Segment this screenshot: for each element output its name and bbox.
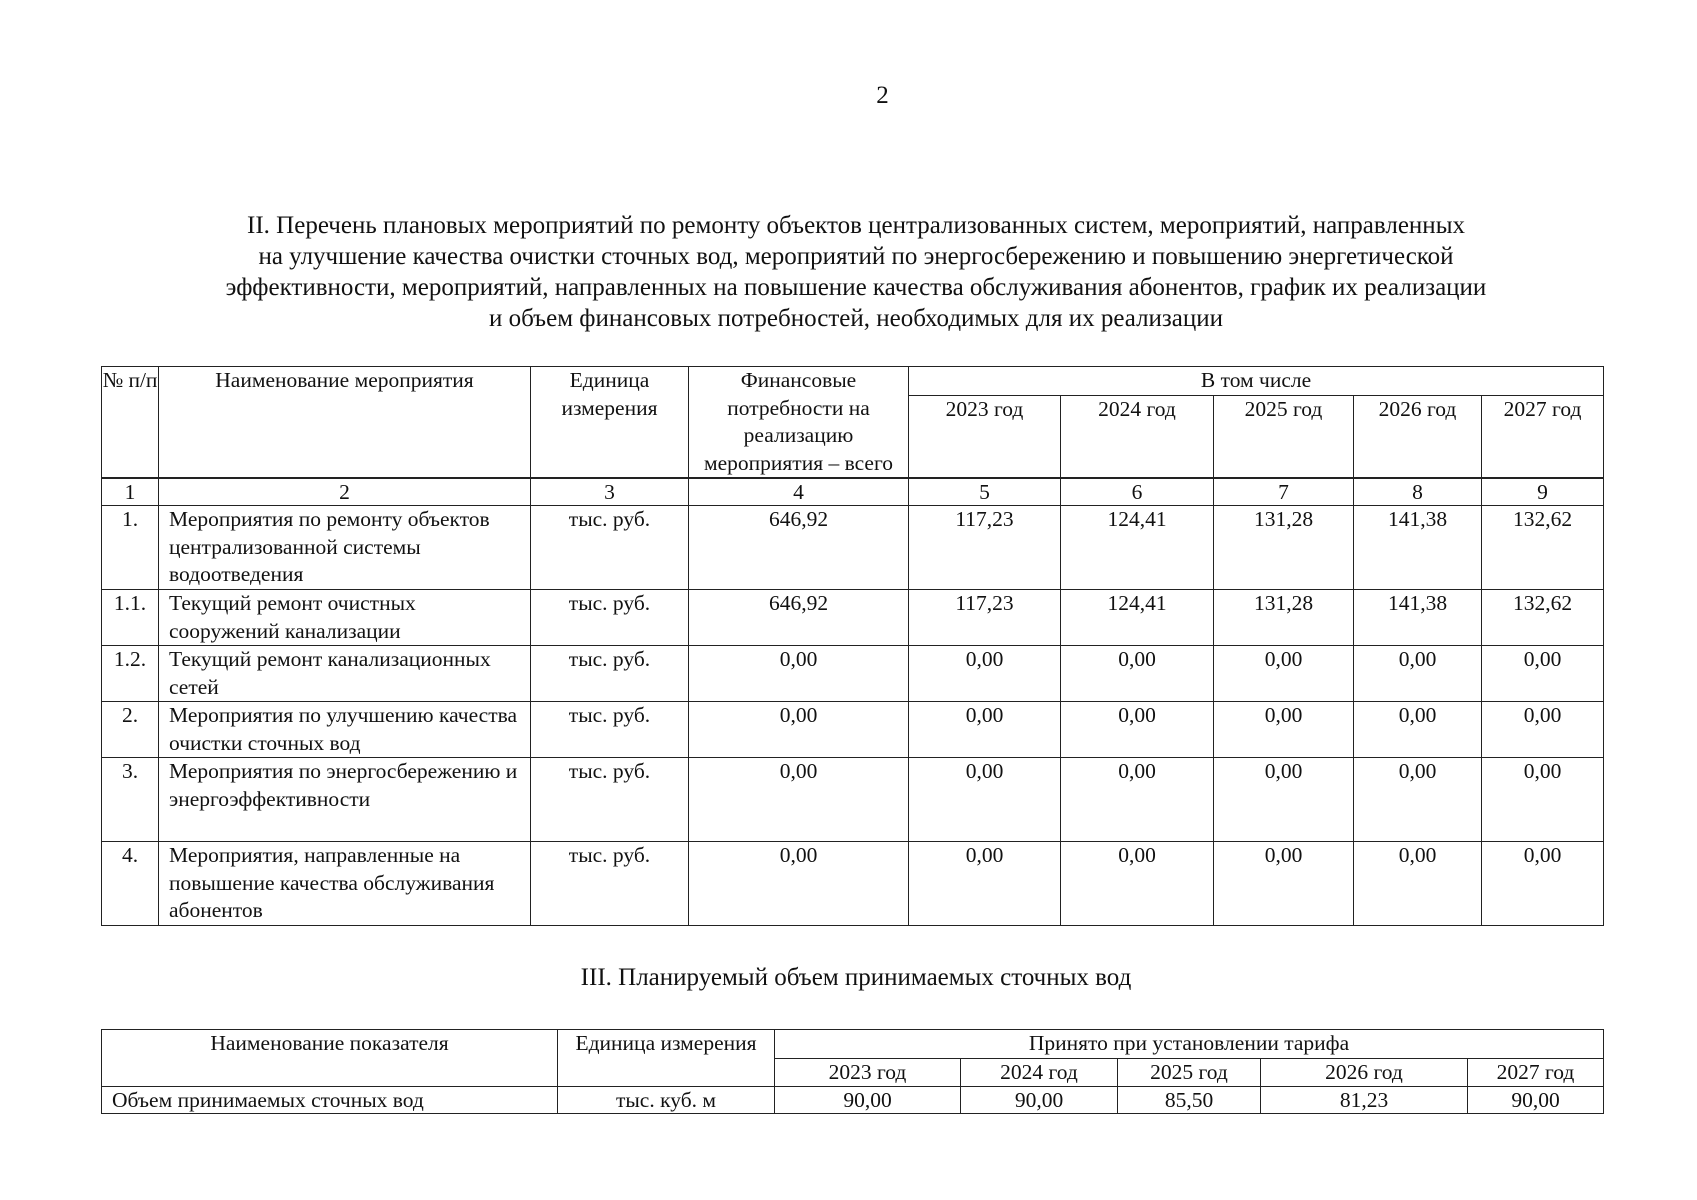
row-name: Мероприятия по улучшению качества очистки сточных вод [159, 702, 531, 758]
row-total: 646,92 [689, 506, 909, 590]
table-row [102, 702, 1604, 758]
row-num: 3. [102, 758, 159, 842]
header-year: 2023 год [909, 395, 1061, 478]
header-year: 2025 год [1214, 395, 1354, 478]
table-row [102, 646, 1604, 702]
row-year-value: 0,00 [909, 646, 1061, 702]
header-name: Наименование мероприятия [159, 367, 531, 479]
row-year-value: 0,00 [1482, 702, 1604, 758]
row-year-value: 0,00 [1061, 646, 1214, 702]
row-unit: тыс. руб. [531, 702, 689, 758]
row-num: 2. [102, 702, 159, 758]
wastewater-volume-table [101, 1029, 1604, 1114]
row-year-value: 85,50 [1118, 1087, 1261, 1114]
row-year-value: 0,00 [1354, 702, 1482, 758]
row-year-value: 81,23 [1261, 1087, 1468, 1114]
row-year-value: 0,00 [909, 758, 1061, 842]
row-year-value: 141,38 [1354, 506, 1482, 590]
row-unit: тыс. руб. [531, 590, 689, 646]
row-name: Мероприятия, направленные на повышение качества обслуживания абонентов [159, 842, 531, 926]
header-year: 2024 год [961, 1058, 1118, 1087]
section-2-title-line: II. Перечень плановых мероприятий по ремонту объектов централизованных систем, мероприятий, направленных [247, 212, 1465, 239]
column-index: 2 [159, 478, 531, 506]
row-total: 646,92 [689, 590, 909, 646]
header-num: № п/п [102, 367, 159, 479]
row-total: 0,00 [689, 646, 909, 702]
row-year-value: 0,00 [1482, 646, 1604, 702]
row-total: 0,00 [689, 758, 909, 842]
row-year-value: 124,41 [1061, 506, 1214, 590]
column-index: 5 [909, 478, 1061, 506]
row-num: 1.1. [102, 590, 159, 646]
table-header-row [102, 367, 1604, 396]
section-3-title: III. Планируемый объем принимаемых сточных вод [580, 964, 1132, 991]
row-name: Мероприятия по энергосбережению и энергоэффективности [159, 758, 531, 842]
row-name: Текущий ремонт канализационных сетей [159, 646, 531, 702]
row-unit: тыс. руб. [531, 758, 689, 842]
row-total: 0,00 [689, 842, 909, 926]
table-row [102, 506, 1604, 590]
table-header-row [102, 1030, 1604, 1059]
row-unit: тыс. руб. [531, 506, 689, 590]
row-unit: тыс. куб. м [558, 1087, 775, 1114]
row-year-value: 124,41 [1061, 590, 1214, 646]
row-year-value: 90,00 [1468, 1087, 1604, 1114]
row-num: 4. [102, 842, 159, 926]
row-name: Текущий ремонт очистных сооружений канализации [159, 590, 531, 646]
row-year-value: 0,00 [1354, 758, 1482, 842]
row-year-value: 90,00 [775, 1087, 961, 1114]
row-year-value: 0,00 [1061, 702, 1214, 758]
page-number: 2 [876, 82, 889, 109]
header-year: 2023 год [775, 1058, 961, 1087]
column-index: 9 [1482, 478, 1604, 506]
table-row [102, 590, 1604, 646]
header-total: Финансовые потребности на реализацию мероприятия – всего [689, 367, 909, 479]
column-index-row [102, 478, 1604, 506]
table-row [102, 842, 1604, 926]
row-total: 0,00 [689, 702, 909, 758]
section-2-title-line: эффективности, мероприятий, направленных на повышение качества обслуживания абонентов, график их реализации [225, 274, 1487, 301]
column-index: 8 [1354, 478, 1482, 506]
row-year-value: 0,00 [909, 842, 1061, 926]
row-name: Мероприятия по ремонту объектов централизованной системы водоотведения [159, 506, 531, 590]
row-year-value: 0,00 [1214, 646, 1354, 702]
column-index: 3 [531, 478, 689, 506]
row-year-value: 132,62 [1482, 506, 1604, 590]
row-year-value: 0,00 [1214, 758, 1354, 842]
section-2-title-line: на улучшение качества очистки сточных вод, мероприятий по энергосбережению и повышению энергетической [258, 243, 1454, 270]
row-year-value: 0,00 [1354, 842, 1482, 926]
row-year-value: 0,00 [1061, 842, 1214, 926]
row-year-value: 131,28 [1214, 590, 1354, 646]
row-year-value: 0,00 [1482, 842, 1604, 926]
section-2-title [100, 210, 1612, 334]
section-2-title-line: и объем финансовых потребностей, необходимых для их реализации [488, 305, 1224, 332]
header-year: 2027 год [1482, 395, 1604, 478]
row-year-value: 117,23 [909, 590, 1061, 646]
row-year-value: 0,00 [1354, 646, 1482, 702]
row-num: 1.2. [102, 646, 159, 702]
header-year: 2026 год [1261, 1058, 1468, 1087]
table-row [102, 758, 1604, 842]
row-year-value: 131,28 [1214, 506, 1354, 590]
row-year-value: 117,23 [909, 506, 1061, 590]
header-year: 2027 год [1468, 1058, 1604, 1087]
measures-table [101, 366, 1604, 926]
header-year: 2024 год [1061, 395, 1214, 478]
column-index: 7 [1214, 478, 1354, 506]
row-year-value: 0,00 [1214, 842, 1354, 926]
row-unit: тыс. руб. [531, 646, 689, 702]
header-unit: Единица измерения [531, 367, 689, 479]
row-year-value: 141,38 [1354, 590, 1482, 646]
header-accepted: Принято при установлении тарифа [775, 1030, 1604, 1059]
row-year-value: 0,00 [909, 702, 1061, 758]
row-num: 1. [102, 506, 159, 590]
column-index: 6 [1061, 478, 1214, 506]
row-unit: тыс. руб. [531, 842, 689, 926]
column-index: 1 [102, 478, 159, 506]
row-year-value: 90,00 [961, 1087, 1118, 1114]
row-year-value: 0,00 [1482, 758, 1604, 842]
header-year: 2026 год [1354, 395, 1482, 478]
table-row [102, 1087, 1604, 1114]
header-indicator-name: Наименование показателя [102, 1030, 558, 1087]
column-index: 4 [689, 478, 909, 506]
header-unit: Единица измерения [558, 1030, 775, 1087]
row-year-value: 0,00 [1061, 758, 1214, 842]
header-including: В том числе [909, 367, 1604, 396]
header-year: 2025 год [1118, 1058, 1261, 1087]
row-year-value: 0,00 [1214, 702, 1354, 758]
row-name: Объем принимаемых сточных вод [102, 1087, 558, 1114]
row-year-value: 132,62 [1482, 590, 1604, 646]
